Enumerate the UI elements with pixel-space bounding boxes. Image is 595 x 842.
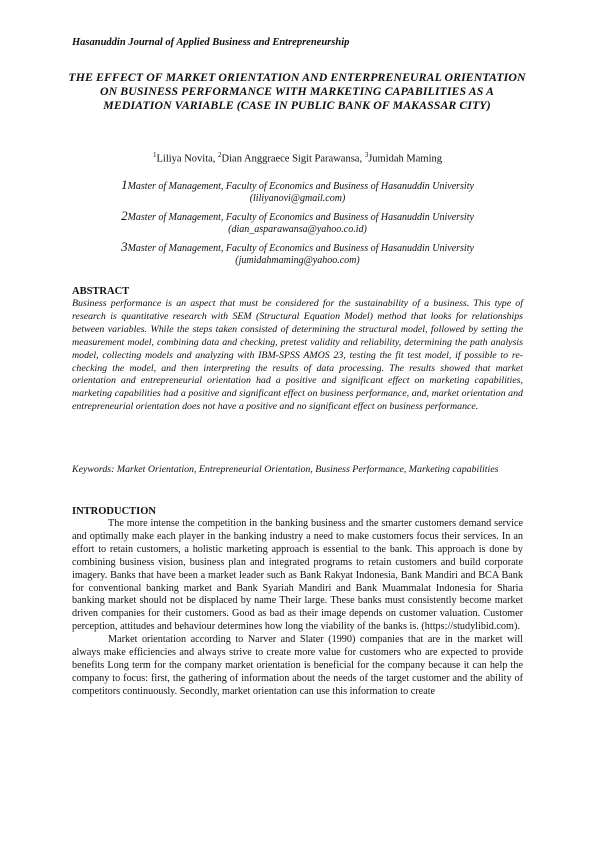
affiliation-1-email: (liliyanovi@gmail.com) [249, 193, 346, 204]
affiliation-1-number: 1 [121, 177, 128, 192]
affiliation-2-email: (dian_asparawansa@yahoo.co.id) [228, 224, 367, 235]
affiliation-1 [72, 179, 523, 205]
author-3-number: 3 [364, 151, 369, 159]
introduction-body [72, 518, 523, 699]
author-1-number: 1 [153, 151, 157, 159]
introduction-heading: INTRODUCTION [72, 506, 157, 517]
paper-title: THE EFFECT OF MARKET ORIENTATION AND ENTERPRENEURAL ORIENTATION ON BUSINESS PERFORMANCE WITH MARKETING CAPABILITIES AS A MEDIATION VARIABLE (CASE IN PUBLIC BANK OF MAKASSAR CITY) [68, 70, 526, 112]
affiliation-3-number: 3 [121, 239, 128, 254]
affiliation-3-text: Master of Management, Faculty of Economics and Business of Hasanuddin University [127, 243, 474, 254]
affiliation-3 [72, 241, 523, 267]
author-2-number: 2 [218, 151, 222, 159]
affiliation-3-line [72, 241, 523, 255]
abstract-body: Business performance is an aspect that must be considered for the sustainability of a business. This type of research is quantitative research with SEM (Structural Equation Model) method that looks for relationships between variables. While the steps taken consisted of determining the structural model, followed by setting the measurement model, combining data and checking, pretest validity and reliability, determining the path analysis model, collecting models and analyzing with IBM-SPSS AMOS 23, testing the fit test model, if possible to re-checking the model, and then interpreting the results of data processing. The results showed that market orientation and entrepreneurial orientation had a positive and significant effect on marketing capabilities, marketing capabilities had a positive and significant effect on business performance, and, market orientation and entrepreneurial orientation does not have a positive and no significant effect on business performance. [72, 298, 523, 413]
journal-name: Hasanuddin Journal of Applied Business and Entrepreneurship [72, 37, 350, 48]
affiliation-2-number: 2 [121, 208, 128, 223]
affiliation-2-line [72, 210, 523, 224]
author-list [72, 151, 523, 165]
affiliation-3-email: (jumidahmaming@yahoo.com) [235, 255, 360, 266]
author-2-name: Dian Anggraece Sigit Parawansa, [221, 153, 365, 165]
abstract-heading: ABSTRACT [72, 286, 130, 297]
affiliation-1-line [72, 179, 523, 193]
author-1-name: Liliya Novita, [156, 153, 219, 165]
keywords: Keywords: Market Orientation, Entrepreneurial Orientation, Business Performance, Marketing capabilities [72, 464, 499, 475]
affiliation-2 [72, 210, 523, 236]
intro-paragraph-1: The more intense the competition in the banking business and the smarter customers demand service and optimally make each player in the banking industry a need to make customers focus their services. In an effort to retain customers, a holistic marketing approach is essential to the bank. This approach is done by combining business vision, business plan and integrated programs to retain customers and build corporate imagery. Banks that have been a market leader such as Bank Rakyat Indonesia, Bank Mandiri and BCA Bank for conventional banking market and Bank Syariah Mandiri and Bank Muammalat Indonesia for Sharia banking market should not be displaced by name Their large. These banks must consistently become market driven companies for their customers. Good as bad as their image depends on customer valuation. Customer perception, attitudes and behaviour determines how long the viability of the banks is. (https://studylibid.com). [72, 518, 523, 633]
affiliation-2-text: Master of Management, Faculty of Economics and Business of Hasanuddin University [127, 212, 474, 223]
affiliation-1-text: Master of Management, Faculty of Economics and Business of Hasanuddin University [127, 181, 474, 192]
intro-paragraph-2: Market orientation according to Narver and Slater (1990) companies that are in the market will always make efficiencies and always strive to create more value for customers who are expected to provide benefits Long term for the company market orientation is beneficial for the company because it can help the company to focus: first, the gathering of information about the needs of the target customer and the ability of competitors continuously. Secondly, market orientation can use this information to create [72, 634, 523, 697]
author-3-name: Jumidah Maming [368, 153, 442, 165]
